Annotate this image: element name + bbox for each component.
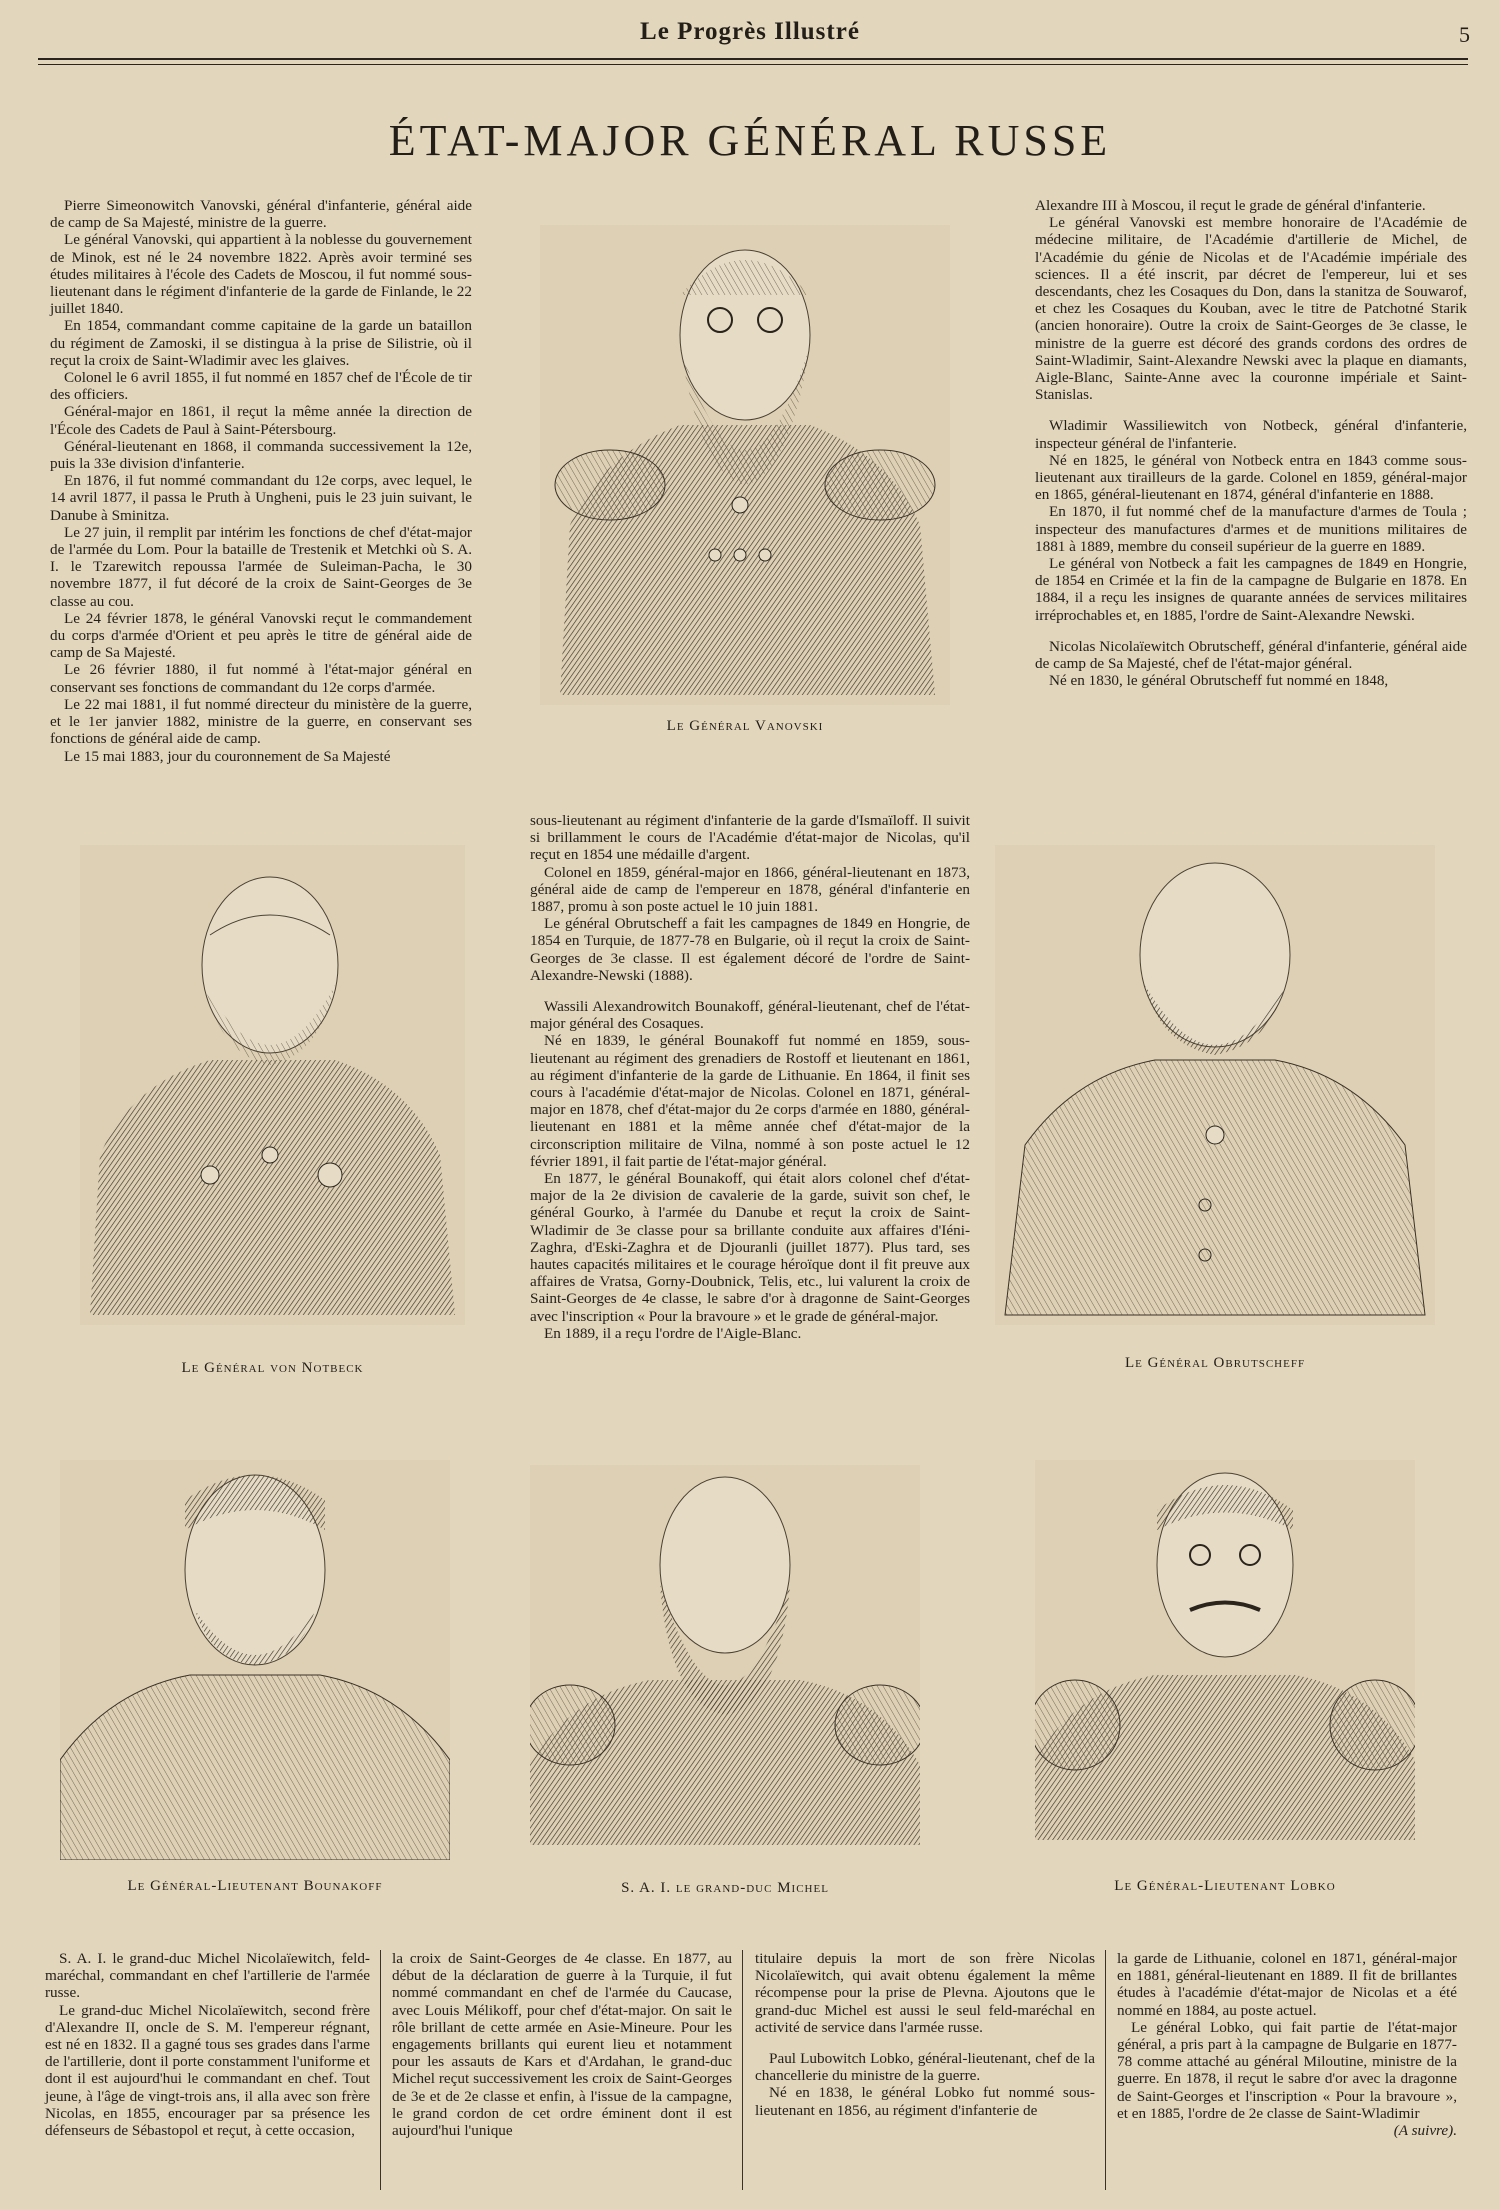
paragraph: Le 24 février 1878, le général Vanovski reçut le commandement du corps d'armée d'Orient et peu après le titre de général aide de camp de Sa Majesté. (50, 609, 472, 662)
portrait-notbeck (80, 845, 465, 1325)
paragraph: titulaire depuis la mort de son frère Nicolas Nicolaïewitch, qui avait obtenu également la même récompense pour la prise de Plevna. Ajoutons que le grand-duc Michel est aussi le seul feld-maréchal en activité de service dans l'armée russe. (755, 1950, 1095, 2036)
paragraph: S. A. I. le grand-duc Michel Nicolaïewitch, feld-maréchal, commandant en chef l'artillerie de l'armée russe. (45, 1950, 370, 2002)
paragraph: Le 15 mai 1883, jour du couronnement de Sa Majesté (64, 747, 391, 765)
paragraph: Le grand-duc Michel Nicolaïewitch, second frère d'Alexandre II, oncle de S. M. l'empereur régnant, est né en 1832. Il a gagné tous ses grades dans l'arme de l'artillerie, dont il porte constamment l'uniforme et dont il est aujourd'hui le commandant en chef. Tout jeune, à l'âge de vingt-trois ans, il alla avec son frère Nicolas, en 1855, encourager par sa présence les défenseurs de Sébastopol et reçut, à cette occasion, (45, 2001, 370, 2140)
paragraph: Le général Vanovski, qui appartient à la noblesse du gouvernement de Minok, est né le 24 novembre 1822. Après avoir terminé ses études militaires à l'école des Cadets de Moscou, il fut nommé sous-lieutenant dans le régiment d'infanterie de la garde de Finlande, le 22 juillet 1840. (50, 231, 472, 318)
paragraph: Général-lieutenant en 1868, il commanda successivement la 12e, puis la 33e division d'infanterie. (50, 437, 472, 473)
column-bottom-2 (392, 1950, 732, 2139)
paragraph: Le 27 juin, il remplit par intérim les fonctions de chef d'état-major de l'armée du Lom. Pour la bataille de Trestenik et Metchki où S. A. I. le Tzarewitch repoussa l'armée de Suleiman-Pacha, le 30 novembre 1877, il fut décoré de la croix de Saint-Georges de 3e classe au cou. (50, 523, 472, 610)
column-middle (530, 812, 970, 1342)
paragraph: Le général Obrutscheff a fait les campagnes de 1849 en Hongrie, de 1854 en Turquie, de 1877-78 en Bulgarie, où il reçut la croix de Saint-Georges de 3e classe. Il est également décoré de l'ordre de Saint-Alexandre-Newski (1888). (530, 915, 970, 984)
paragraph: En 1870, il fut nommé chef de la manufacture d'armes de Toula ; inspecteur des manufactures d'armes et de munitions militaires de 1881 à 1889, membre du conseil supérieur de la guerre en 1889. (1035, 503, 1467, 555)
header-rule-thin (38, 64, 1468, 65)
header-rule (38, 58, 1468, 60)
column-bottom-4 (1117, 1950, 1457, 2139)
paragraph: la garde de Lithuanie, colonel en 1871, général-major en 1881, général-lieutenant en 1889. Il fit de brillantes études à l'académie d'état-major de Nicolas et a été nommé en 1884, au poste actuel. (1117, 1950, 1457, 2019)
paragraph: la croix de Saint-Georges de 4e classe. En 1877, au début de la déclaration de guerre à la Turquie, il fut nommé commandant en chef de l'armée du Caucase, avec Louis Mélikoff, pour chef d'état-major. On sait le rôle brillant de cette armée en Asie-Mineure. Pour les engagements brillants qui eurent lieu et notamment pour les assauts de Kars et d'Ardahan, le grand-duc Michel reçut successivement les croix de Saint-Georges de 3e et de 2e classe et enfin, à l'issue de la campagne, le grand cordon de cet ordre éminent dont il est aujourd'hui l'unique (392, 1950, 732, 2140)
column-top-left (50, 197, 472, 765)
portrait-bounakoff (60, 1460, 450, 1860)
column-divider (1105, 1950, 1106, 2190)
caption-notbeck: Le Général von Notbeck (181, 1360, 364, 1376)
paragraph: Né en 1839, le général Bounakoff fut nommé en 1859, sous-lieutenant au régiment des grenadiers de Rostoff et lieutenant en 1861, au régiment d'infanterie de la garde de Lithuanie. En 1864, il finit ses cours à l'académie d'état-major de Nicolas. Colonel en 1871, général-major en 1878, chef d'état-major du 2e corps d'armée en 1880, général-lieutenant en 1881 et la même année chef d'état-major de la circonscription militaire de Vilna, nommé à son poste actuel le 12 février 1891, il fait partie de l'état-major général. (530, 1032, 970, 1170)
paragraph: Le 22 mai 1881, il fut nommé directeur du ministère de la guerre, et le 1er janvier 1882, ministre de la guerre, en conservant ses fonctions de général aide de camp. (50, 695, 472, 748)
caption-obrutscheff: Le Général Obrutscheff (1124, 1355, 1306, 1371)
paragraph: Pierre Simeonowitch Vanovski, général d'infanterie, général aide de camp de Sa Majesté, ministre de la guerre. (50, 197, 472, 232)
caption-grand-duke-michel: S. A. I. le grand-duc Michel (621, 1880, 829, 1896)
paragraph: Wassili Alexandrowitch Bounakoff, général-lieutenant, chef de l'état-major général des Cosaques. (530, 998, 970, 1033)
paragraph: Alexandre III à Moscou, il reçut le grade de général d'infanterie. (1035, 197, 1426, 214)
column-divider (742, 1950, 743, 2190)
column-divider (380, 1950, 381, 2190)
paragraph: sous-lieutenant au régiment d'infanterie de la garde d'Ismaïloff. Il suivit si brillamment le cours de l'Académie d'état-major de Nicolas, qu'il reçut en 1854 une médaille d'argent. (530, 812, 970, 864)
a-suivre: (A suivre). (1393, 2122, 1457, 2140)
paragraph: Nicolas Nicolaïewitch Obrutscheff, général d'infanterie, général aide de camp de Sa Majesté, chef de l'état-major général. (1035, 637, 1467, 673)
paragraph: Le général von Notbeck a fait les campagnes de 1849 en Hongrie, de 1854 en Crimée et la fin de la campagne de Bulgarie en 1878. En 1884, il a reçu les insignes de quarante années de services militaires irréprochables et, en 1885, l'ordre de Saint-Alexandre Newski. (1035, 555, 1467, 624)
caption-lobko: Le Général-Lieutenant Lobko (1114, 1878, 1336, 1894)
portrait-vanovski (540, 225, 950, 705)
masthead: Le Progrès Illustré (640, 18, 860, 45)
article-title: ÉTAT-MAJOR GÉNÉRAL RUSSE (388, 116, 1112, 165)
paragraph: Le 26 février 1880, il fut nommé à l'état-major général en conservant ses fonctions de commandant du 12e corps d'armée. (50, 661, 472, 696)
page-number: 5 (1459, 22, 1470, 47)
paragraph: En 1854, commandant comme capitaine de la garde un bataillon du régiment de Zamoski, il se distingua à la prise de Silistrie, où il reçut la croix de Saint-Wladimir avec les glaives. (50, 317, 472, 369)
paragraph: Né en 1838, le général Lobko fut nommé sous-lieutenant en 1856, au régiment d'infanterie de (755, 2084, 1095, 2119)
paragraph: Colonel le 6 avril 1855, il fut nommé en 1857 chef de l'École de tir des officiers. (50, 369, 472, 404)
paragraph: En 1876, il fut nommé commandant du 12e corps, avec lequel, le 14 avril 1877, il passa le Pruth à Ungheni, puis le 23 juin suivant, le Danube à Sminitza. (50, 472, 472, 524)
caption-bounakoff: Le Général-Lieutenant Bounakoff (127, 1878, 383, 1894)
column-bottom-3 (755, 1950, 1095, 2119)
portrait-obrutscheff (995, 845, 1435, 1325)
paragraph: En 1889, il a reçu l'ordre de l'Aigle-Blanc. (544, 1324, 802, 1342)
portrait-lobko (1035, 1460, 1415, 1840)
paragraph: Général-major en 1861, il reçut la même année la direction de l'École des Cadets de Paul à Saint-Pétersbourg. (50, 403, 472, 438)
paragraph: Le général Lobko, qui fait partie de l'état-major général, a pris part à la campagne de Bulgarie en 1877-78 comme attaché au général Miloutine, ministre de la guerre. En 1878, il reçut le sabre d'or avec la dragonne de Saint-Georges et l'inscription « Pour la bravoure », et en 1885, l'ordre de 2e classe de Saint-Wladimir (1117, 2018, 1457, 2122)
column-top-right (1035, 197, 1467, 689)
paragraph: En 1877, le général Bounakoff, qui était alors colonel chef d'état-major de la 2e division de cavalerie de la garde, suivit son chef, le général Gourko, à l'armée du Danube et reçut la croix de Saint-Wladimir de 3e classe pour sa brillante conduite aux affaires d'Iéni-Zaghra, d'Eski-Zaghra et de Djouranli (juillet 1877). Plus tard, ses hautes capacités militaires et le courage héroïque dont il fit preuve aux affaires de Vratsa, Gorny-Doubnick, Telis, etc., lui valurent la croix de Saint-Georges de 4e classe, le sabre d'or à dragonne de Saint-Georges avec l'inscription « Pour la bravoure » et le grade de général-major. (530, 1170, 970, 1325)
paragraph: Né en 1830, le général Obrutscheff fut nommé en 1848, (1049, 672, 1389, 690)
portrait-grand-duke-michel (530, 1465, 920, 1845)
caption-vanovski: Le Général Vanovski (666, 718, 824, 734)
paragraph: Le général Vanovski est membre honoraire de l'Académie de médecine militaire, de l'Académie d'artillerie de Michel, de l'Académie du génie de Nicolas et de l'Académie impériale des sciences. Il a été inscrit, par décret de l'empereur, lui et ses descendants, chez les Cosaques du Don, dans la stanitza de Souwarof, et chez les Cosaques du Kouban, avec le titre de Patchotné Starik (ancien honoraire). Outre la croix de Saint-Georges de 3e classe, le ministre de la guerre est décoré des grands cordons des ordres de Saint-Wladimir, Saint-Alexandre Newski avec la plaque en diamants, Aigle-Blanc, Sainte-Anne avec la couronne impériale et Saint-Stanislas. (1035, 214, 1467, 404)
paragraph: Né en 1825, le général von Notbeck entra en 1843 comme sous-lieutenant aux tirailleurs de la garde. Colonel en 1859, général-major en 1865, général-lieutenant en 1874, général d'infanterie en 1888. (1035, 451, 1467, 504)
paragraph: Colonel en 1859, général-major en 1866, général-lieutenant en 1873, général aide de camp de l'empereur en 1878, général d'infanterie en 1887, promu à son poste actuel le 10 juin 1881. (530, 863, 970, 916)
paragraph: Wladimir Wassiliewitch von Notbeck, général d'infanterie, inspecteur général de l'infanterie. (1035, 417, 1467, 452)
column-bottom-1 (45, 1950, 370, 2139)
paragraph: Paul Lubowitch Lobko, général-lieutenant, chef de la chancellerie du ministre de la guerre. (755, 2050, 1095, 2085)
